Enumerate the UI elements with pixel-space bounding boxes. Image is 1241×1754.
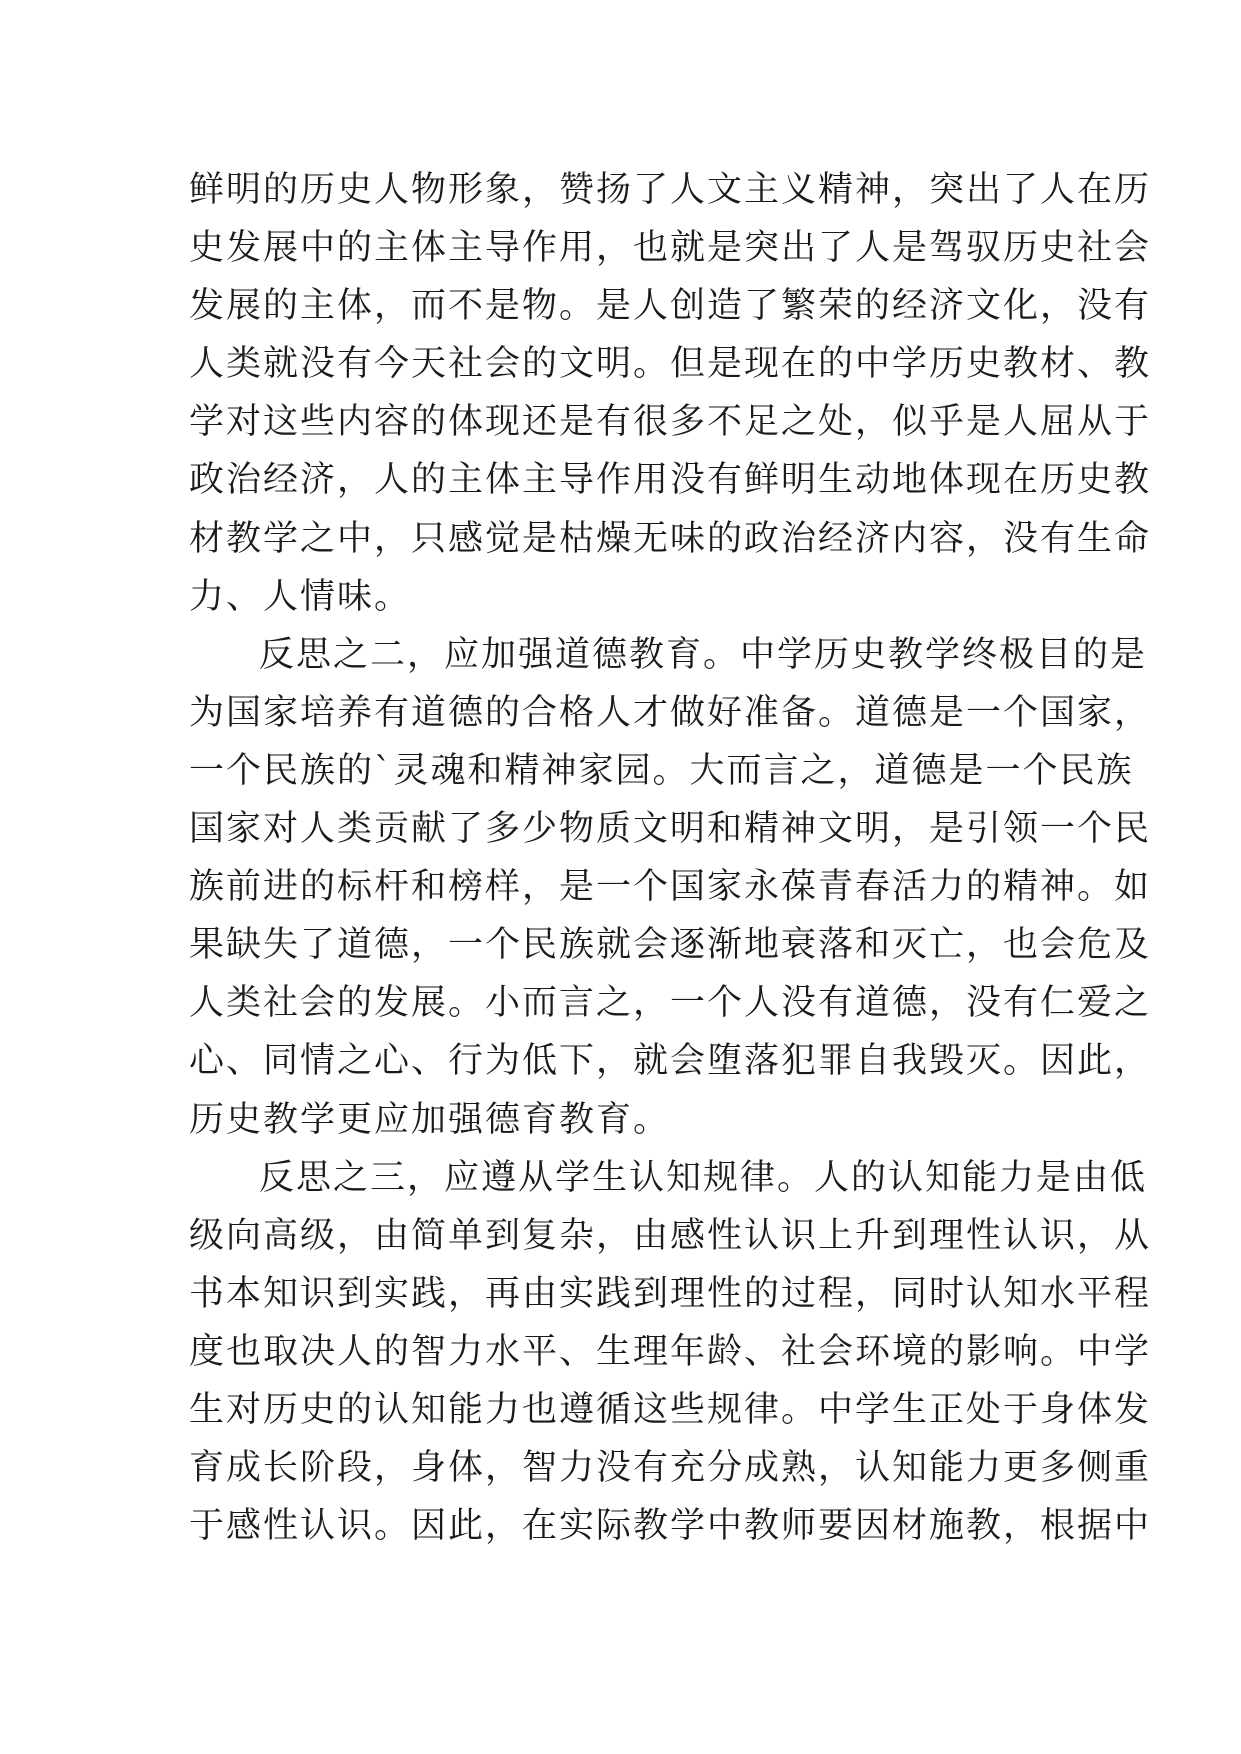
text-line: 鲜明的历史人物形象，赞扬了人文主义精神，突出了人在历: [189, 170, 1152, 210]
text-line: 族前进的标杆和榜样，是一个国家永葆青春活力的精神。如: [189, 867, 1152, 908]
text-line: 育成长阶段，身体，智力没有充分成熟，认知能力更多侧重: [189, 1448, 1152, 1489]
text-line: 史发展中的主体主导作用，也就是突出了人是驾驭历史社会: [189, 228, 1152, 269]
paragraph-start-line: 反思之三，应遵从学生认知规律。人的认知能力是由低: [259, 1157, 1148, 1198]
text-line: 历史教学更应加强德育教育。: [189, 1099, 671, 1140]
text-line: 心、同情之心、行为低下，就会堕落犯罪自我毁灭。因此，: [189, 1041, 1152, 1082]
text-line: 为国家培养有道德的合格人才做好准备。道德是一个国家，: [189, 692, 1152, 733]
text-line: 力、人情味。: [189, 576, 412, 617]
text-line: 发展的主体，而不是物。是人创造了繁荣的经济文化，没有: [189, 286, 1152, 327]
text-line: 人类社会的发展。小而言之，一个人没有道德，没有仁爱之: [189, 983, 1152, 1024]
text-line: 政治经济，人的主体主导作用没有鲜明生动地体现在历史教: [189, 460, 1152, 501]
text-line: 书本知识到实践，再由实践到理性的过程，同时认知水平程: [189, 1273, 1152, 1314]
text-line: 果缺失了道德，一个民族就会逐渐地衰落和灭亡，也会危及: [189, 925, 1152, 966]
text-line: 度也取决人的智力水平、生理年龄、社会环境的影响。中学: [189, 1331, 1152, 1372]
text-line: 生对历史的认知能力也遵循这些规律。中学生正处于身体发: [189, 1389, 1152, 1430]
text-line: 材教学之中，只感觉是枯燥无味的政治经济内容，没有生命: [189, 518, 1152, 559]
text-line: 于感性认识。因此，在实际教学中教师要因材施教，根据中: [189, 1506, 1152, 1547]
paragraph-start-line: 反思之二，应加强道德教育。中学历史教学终极目的是: [259, 634, 1148, 675]
text-line: 级向高级，由简单到复杂，由感性认识上升到理性认识，从: [189, 1215, 1152, 1256]
text-line: 一个民族的`灵魂和精神家园。大而言之，道德是一个民族: [189, 750, 1134, 791]
text-line: 人类就没有今天社会的文明。但是现在的中学历史教材、教: [189, 344, 1152, 385]
text-line: 学对这些内容的体现还是有很多不足之处，似乎是人屈从于: [189, 402, 1152, 443]
text-line: 国家对人类贡献了多少物质文明和精神文明，是引领一个民: [189, 809, 1152, 850]
body-text: [189, 161, 1152, 1555]
